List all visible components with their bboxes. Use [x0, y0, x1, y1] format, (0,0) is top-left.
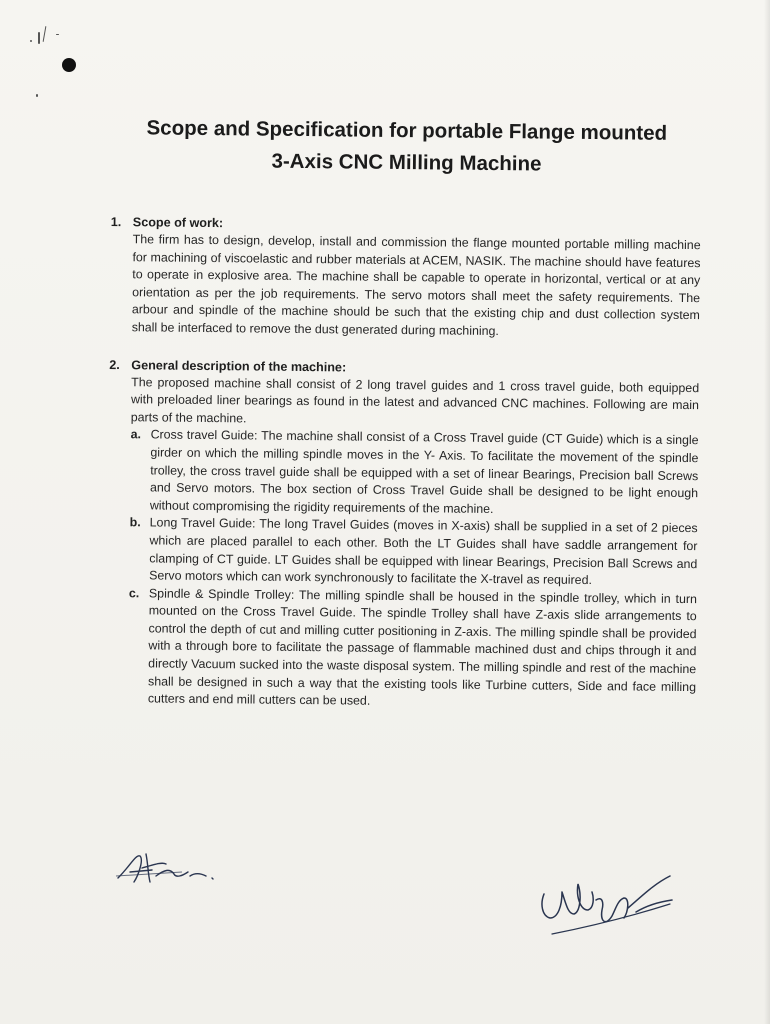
list-item	[130, 427, 699, 521]
scan-speck	[56, 34, 59, 35]
section-general-description	[106, 357, 700, 714]
section-scope-of-work	[110, 214, 701, 343]
list-item-letter: a.	[130, 427, 142, 442]
section-paragraph: The firm has to design, develop, install and commission the flange mounted portable milling machine for machining of viscoelastic and rubber materials at ACEM, NASIK. The machine should have features to operate in explosive area. The machine shall be capable to operate in horizontal, vertical or at any orientation as per the job requirements. The servo motors shall meet the safety requirements. The arbour and spindle of the machine should be such that the existing chip and dust collection system shall be interfaced to remove the dust generated during machining.	[131, 232, 701, 339]
parts-list	[128, 427, 699, 714]
scan-speck	[36, 94, 38, 97]
list-item	[128, 585, 697, 714]
document-title	[111, 112, 702, 182]
list-item	[129, 515, 698, 591]
list-item-text: Spindle & Spindle Trolley: The milling spindle shall be housed in the spindle trolley, which in turn mounted on the Cross Travel Guide. The spindle Trolley shall have Z-axis slide arrangements to control the depth of cut and milling cutter positioning in Z-axis. The milling spindle shall be provided with a through bore to facilitate the passage of flammable machined dust and chips through it and directly Vacuum sucked into the waste disposal system. The milling spindle and rest of the machine shall be designed in such a way that the existing tools like Turbine cutters, Side and face milling cutters and end mill cutters can be used.	[147, 586, 698, 708]
signature-right-icon	[532, 856, 692, 946]
section-paragraph: The proposed machine shall consist of 2 long travel guides and 1 cross travel guide, both equipped with preloaded liner bearings as found in the latest and advanced CNC machines. Following are main parts of the machine.	[130, 374, 700, 426]
list-item-text: Cross travel Guide: The machine shall consist of a Cross Travel guide (CT Guide) which is a single girder on which the milling spindle moves in the Y- Axis. To facilitate the movement of the spindle trolley, the cross travel guide shall be equipped with a set of linear Bearings, Precision ball Screws and Servo motors. The box section of Cross Travel Guide shall be designed to be light enough without compromising the rigidity requirements of the machine.	[149, 427, 699, 516]
scan-speck	[43, 26, 47, 42]
section-title: General description of the machine:	[131, 357, 347, 375]
list-item-letter: c.	[128, 585, 140, 600]
list-item-text: Long Travel Guide: The long Travel Guides (moves in X-axis) shall be supplied in a set of 2 pieces which are placed parallel to each other. Both the LT Guides shall have saddle arrangement for clamping of CT guide. LT Guides shall be equipped with linear Bearings, Precision Ball Screws and Servo motors which can work synchronously to facilitate the X-travel as required.	[149, 515, 698, 588]
list-item-letter: b.	[129, 515, 141, 530]
section-title: Scope of work:	[132, 215, 224, 231]
title-line-1: Scope and Specification for portable Flange mounted	[146, 116, 668, 145]
scan-speck	[38, 32, 40, 44]
document-body	[106, 112, 702, 714]
section-number: 1.	[110, 214, 122, 230]
title-line-2: 3-Axis CNC Milling Machine	[271, 149, 542, 176]
signature-left-icon	[112, 846, 232, 894]
punch-hole-mark	[62, 58, 76, 72]
section-number: 2.	[109, 357, 120, 372]
page-edge-shadow	[764, 0, 770, 1024]
scan-speck	[30, 40, 32, 42]
